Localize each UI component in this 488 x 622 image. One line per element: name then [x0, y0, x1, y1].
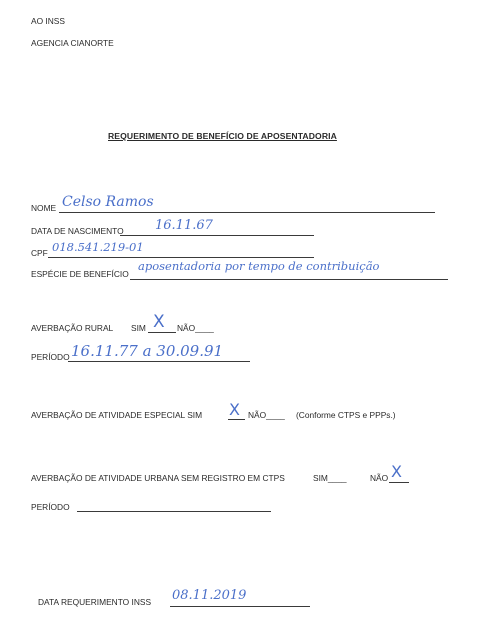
especial-note: (Conforme CTPS e PPPs.) [296, 410, 396, 420]
nome-value[interactable]: Celso Ramos [62, 194, 154, 210]
urbana-nao-mark[interactable]: X [391, 462, 402, 481]
rural-sim-line [148, 332, 176, 333]
nome-line [59, 212, 435, 213]
especial-sim-line [228, 419, 245, 420]
rural-sim-mark[interactable]: X [153, 312, 165, 332]
especie-label: ESPÉCIE DE BENEFÍCIO [31, 269, 129, 279]
addressee-line: AO INSS [31, 16, 65, 26]
nascimento-value[interactable]: 16.11.67 [155, 218, 213, 233]
urbana-periodo-label: PERÍODO [31, 502, 70, 512]
rural-nao-label: NÃO____ [177, 323, 214, 333]
rural-label: AVERBAÇÃO RURAL [31, 323, 114, 333]
data-requerimento-value[interactable]: 08.11.2019 [172, 588, 247, 603]
urbana-nao-label: NÃO [370, 473, 389, 483]
especie-line [130, 279, 448, 280]
page-title: REQUERIMENTO DE BENEFÍCIO DE APOSENTADORIA [108, 131, 337, 141]
urbana-periodo-line[interactable] [77, 511, 271, 512]
especial-nao-label: NÃO____ [248, 410, 285, 420]
rural-sim-label: SIM [131, 323, 146, 333]
cpf-value[interactable]: 018.541.219-01 [52, 240, 144, 254]
agency-line: AGENCIA CIANORTE [31, 38, 114, 48]
data-requerimento-label: DATA REQUERIMENTO INSS [38, 597, 152, 607]
nome-label: NOME [31, 203, 57, 213]
nascimento-label: DATA DE NASCIMENTO [31, 226, 124, 236]
cpf-line [48, 257, 314, 258]
rural-periodo-line [68, 361, 250, 362]
especie-value[interactable]: aposentadoria por tempo de contribuição [138, 259, 380, 273]
especial-sim-mark[interactable]: X [229, 400, 240, 419]
data-requerimento-line [170, 606, 310, 607]
cpf-label: CPF [31, 248, 48, 258]
rural-periodo-label: PERÍODO [31, 352, 70, 362]
nascimento-line [120, 235, 314, 236]
urbana-sim-label: SIM____ [313, 473, 347, 483]
especial-label: AVERBAÇÃO DE ATIVIDADE ESPECIAL SIM [31, 410, 203, 420]
rural-periodo-value[interactable]: 16.11.77 a 30.09.91 [71, 342, 224, 360]
urbana-label: AVERBAÇÃO DE ATIVIDADE URBANA SEM REGISTRO EM CTPS [31, 473, 285, 483]
urbana-nao-line [389, 482, 409, 483]
